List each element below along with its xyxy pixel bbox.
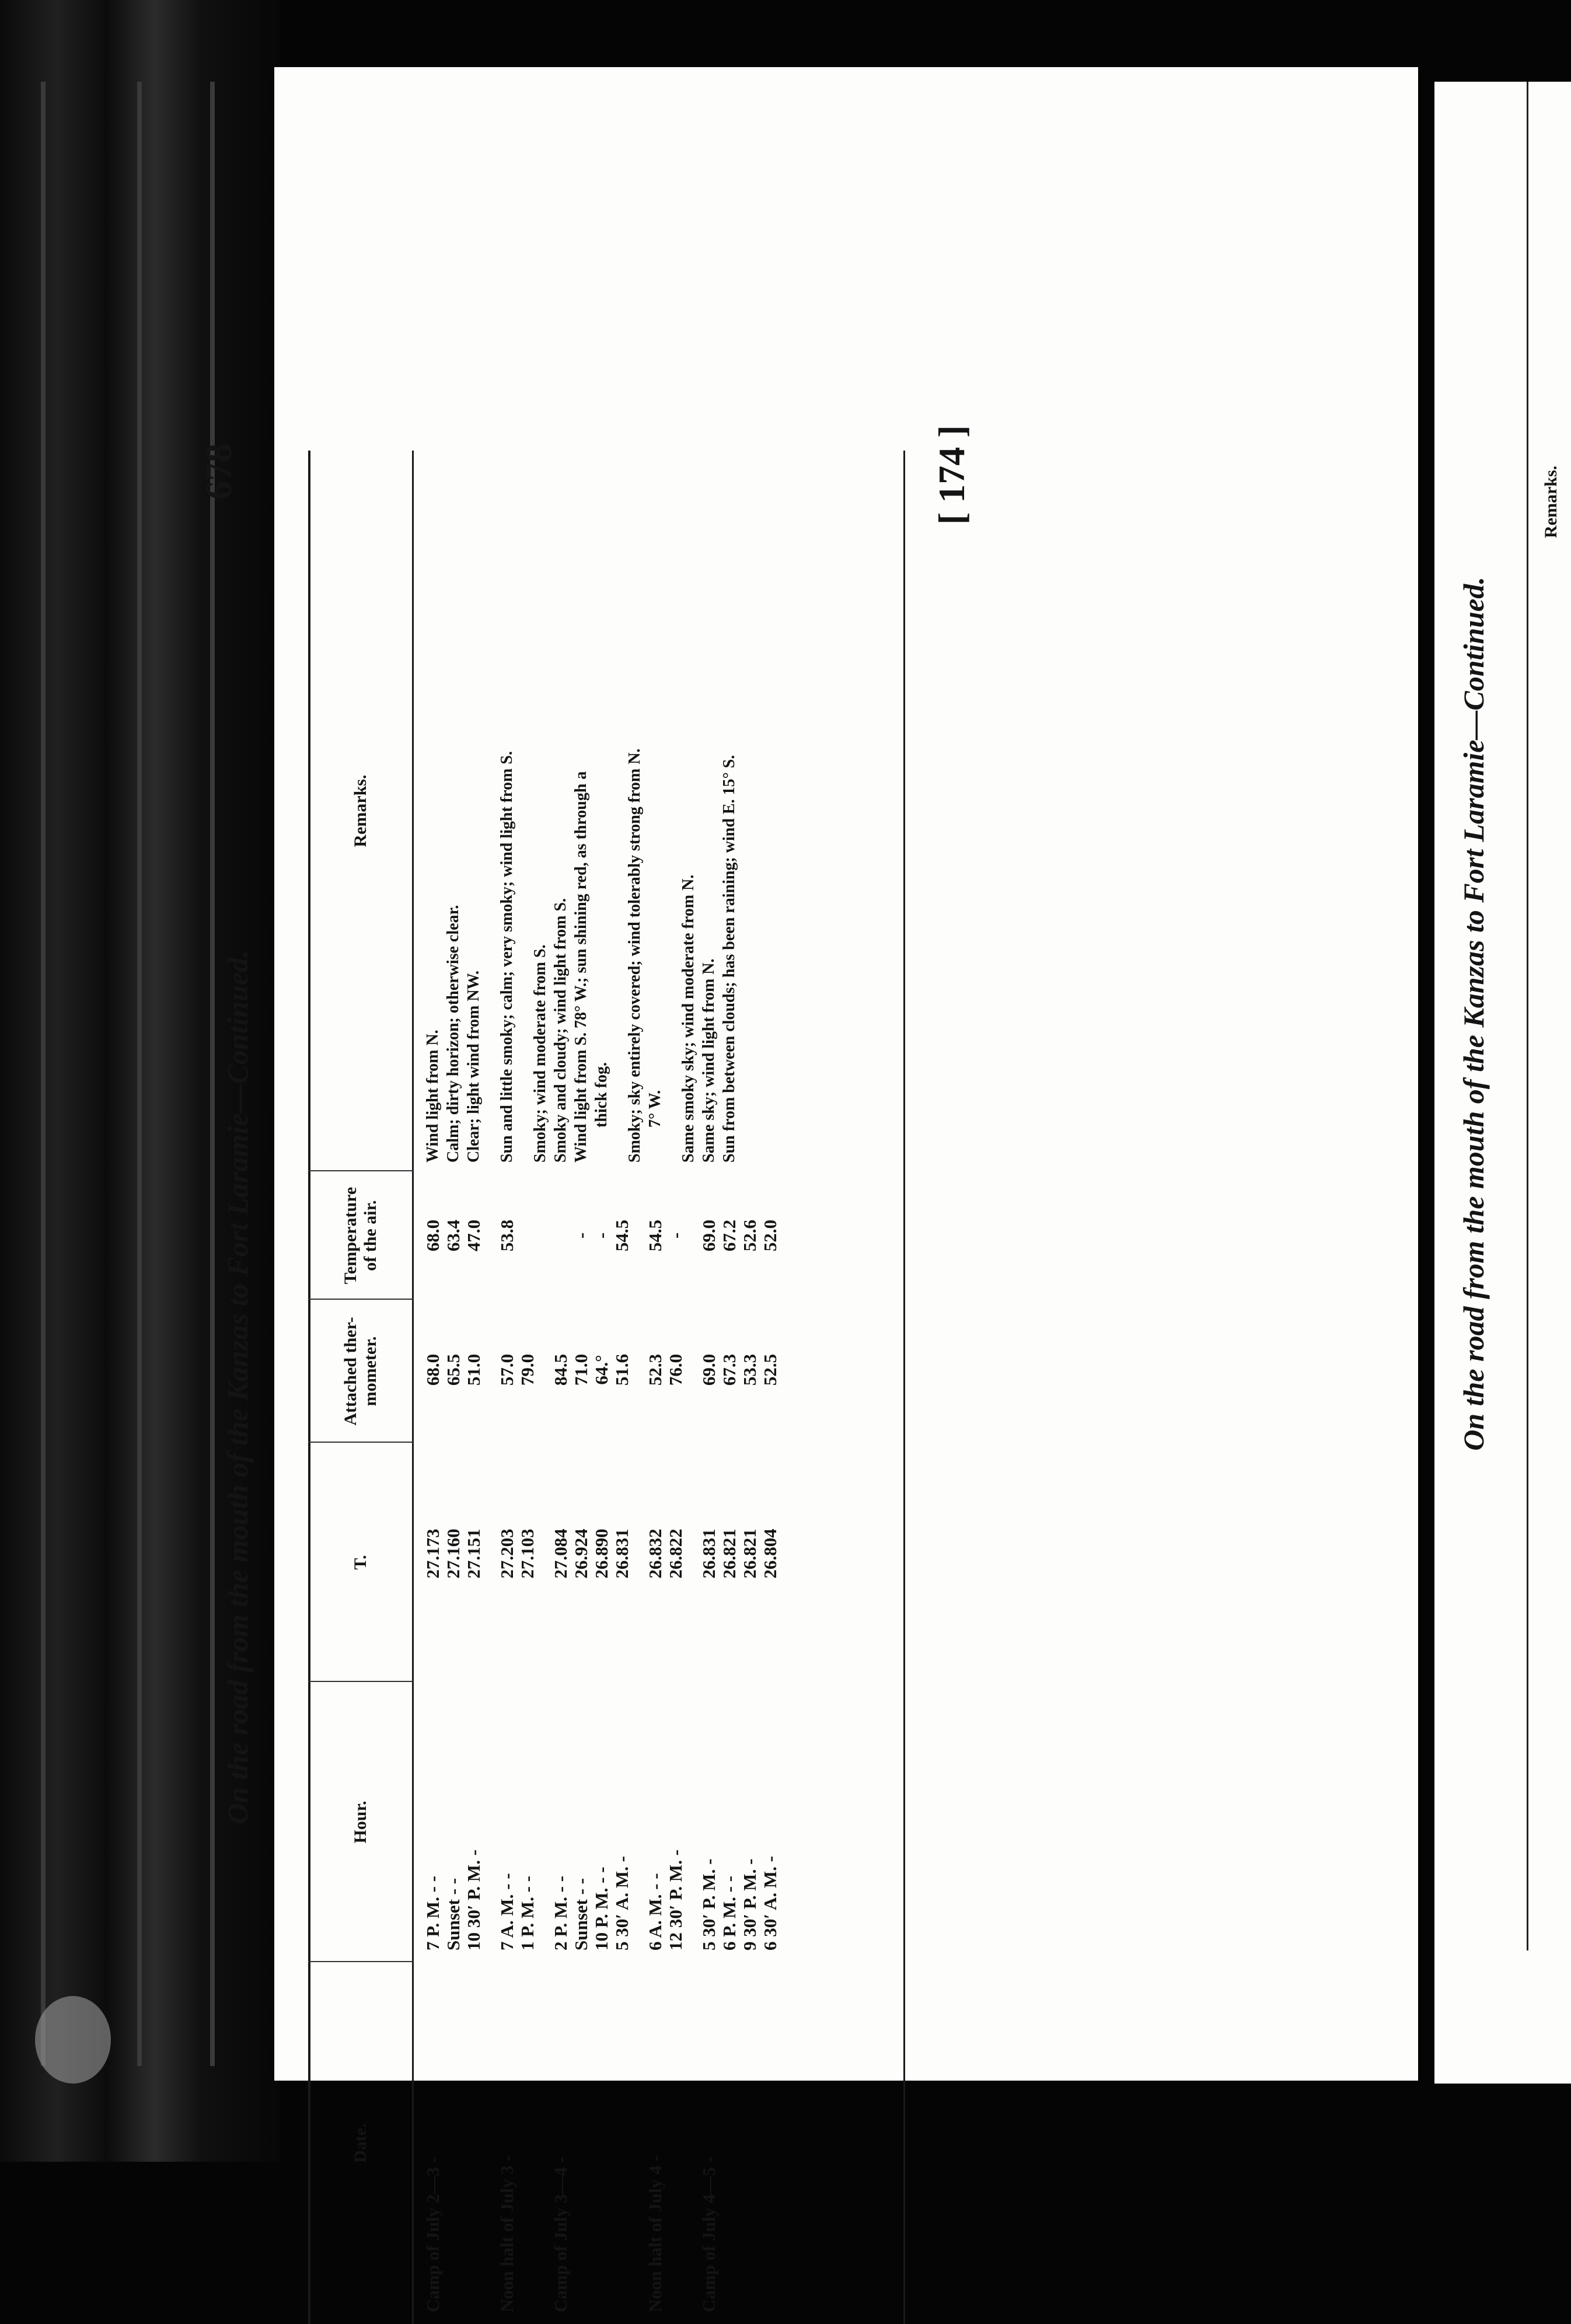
- t-cell: 27.173: [423, 1529, 443, 1579]
- hour-cell: 7 A. M. - -: [497, 1873, 517, 1950]
- date-cell: [571, 1974, 591, 2312]
- temperature-cell: 53.8: [497, 1219, 517, 1252]
- date-cell: [739, 1974, 760, 2312]
- temperature-cell: -: [591, 1232, 612, 1239]
- temperature-cell: 63.4: [443, 1219, 463, 1252]
- document-page: [198, 67, 1418, 2312]
- attached-cell: 52.5: [760, 1353, 780, 1386]
- remarks-cell: Wind light from N.: [424, 1030, 442, 1163]
- t-cell: 26.822: [665, 1529, 686, 1579]
- hour-cell: 9 30′ P. M. -: [739, 1858, 760, 1950]
- header-date: Date.: [351, 2123, 370, 2163]
- attached-cell: 64.°: [591, 1355, 612, 1385]
- attached-cell: 67.3: [719, 1353, 739, 1386]
- date-cell: Noon halt of July 4 -: [645, 2155, 665, 2312]
- t-cell: 26.804: [760, 1529, 780, 1579]
- header-attached-thermometer: Attached ther- mometer.: [341, 1317, 380, 1426]
- temperature-column: [423, 1174, 780, 1297]
- remarks-cell: Smoky; sky entirely covered; wind tolerably strong from N.: [626, 748, 644, 1163]
- attached-cell: 51.0: [463, 1353, 484, 1386]
- hour-cell: 1 P. M. - -: [517, 1876, 537, 1950]
- remarks-cell: Clear; light wind from NW.: [465, 971, 483, 1163]
- date-cell: Camp of July 3—4 -: [550, 2156, 571, 2312]
- attached-cell: 68.0: [423, 1353, 443, 1386]
- temperature-cell: -: [571, 1232, 591, 1239]
- data-table: [308, 451, 1119, 2324]
- next-page-rotated-content: [1434, 82, 1570, 1950]
- date-cell: [591, 1974, 612, 2312]
- date-cell: [612, 1974, 632, 2312]
- temperature-cell: 52.6: [739, 1219, 760, 1252]
- t-cell: 26.831: [612, 1529, 632, 1579]
- header-temperature-air: Temperature of the air.: [341, 1187, 380, 1285]
- attached-cell: 65.5: [443, 1353, 463, 1386]
- t-cell: 27.103: [517, 1529, 537, 1579]
- remarks-cell: Same sky; wind light from N.: [700, 958, 718, 1163]
- t-column: [423, 1437, 780, 1670]
- hour-cell: 10 30′ P. M. -: [463, 1850, 484, 1950]
- hour-cell: 7 P. M. - -: [423, 1876, 443, 1950]
- remarks-cell: Calm; dirty horizon; otherwise clear.: [444, 905, 462, 1163]
- date-cell: [463, 1974, 484, 2312]
- t-cell: 26.821: [739, 1529, 760, 1579]
- temperature-cell: 54.5: [612, 1219, 632, 1252]
- date-cell: Camp of July 2—3 -: [423, 2156, 443, 2312]
- t-cell: 27.084: [550, 1529, 571, 1579]
- t-cell: 26.821: [719, 1529, 739, 1579]
- remarks-cell: Sun and little smoky; calm; very smoky; wind light from S.: [498, 751, 516, 1163]
- hour-cell: 6 P. M. - -: [719, 1876, 739, 1950]
- hour-cell: 12 30′ P. M. -: [665, 1850, 686, 1950]
- t-cell: 26.831: [699, 1529, 719, 1579]
- date-cell: [665, 1974, 686, 2312]
- remarks-cell: Smoky and cloudy; wind light from S.: [551, 898, 570, 1163]
- attached-cell: 76.0: [665, 1353, 686, 1386]
- t-cell: 26.890: [591, 1529, 612, 1579]
- temperature-cell: [550, 1174, 571, 1297]
- t-cell: 26.924: [571, 1529, 591, 1579]
- attached-cell: 69.0: [699, 1353, 719, 1386]
- temperature-cell: 54.5: [645, 1219, 665, 1252]
- page-number-left: [ 174 ]: [931, 425, 972, 525]
- temperature-cell: [517, 1174, 537, 1297]
- temperature-cell: 67.2: [719, 1219, 739, 1252]
- attached-cell: 79.0: [517, 1353, 537, 1386]
- attached-cell: 57.0: [497, 1353, 517, 1386]
- hour-cell: 6 A. M. - -: [645, 1873, 665, 1950]
- page-title: On the road from the mouth of the Kanzas to Fort Laramie—Continued.: [221, 950, 254, 1824]
- attached-cell: 51.6: [612, 1353, 632, 1386]
- t-cell: 27.151: [463, 1529, 484, 1579]
- header-t: T.: [351, 1555, 370, 1570]
- remarks-cell: Sun from between clouds; has been raining; wind E. 15° S.: [720, 755, 738, 1163]
- header-hour: Hour.: [351, 1800, 370, 1844]
- date-cell: Camp of July 4—5 -: [699, 2156, 719, 2312]
- temperature-cell: 47.0: [463, 1219, 484, 1252]
- spine-line: [41, 82, 46, 2066]
- attached-cell: 84.5: [550, 1353, 571, 1386]
- temperature-cell: -: [665, 1232, 686, 1239]
- attached-cell: 71.0: [571, 1353, 591, 1386]
- attached-cell: 53.3: [739, 1353, 760, 1386]
- date-cell: Noon halt of July 3 -: [497, 2155, 517, 2312]
- t-cell: 27.203: [497, 1529, 517, 1579]
- temperature-cell: 69.0: [699, 1219, 719, 1252]
- date-cell: [517, 1974, 537, 2312]
- hour-cell: Sunset - -: [443, 1878, 463, 1950]
- hour-cell: 5 30′ P. M. -: [699, 1858, 719, 1950]
- date-cell: [719, 1974, 739, 2312]
- date-cell: [443, 1974, 463, 2312]
- rotated-page-content: [75, 425, 1038, 2324]
- temperature-cell: 52.0: [760, 1219, 780, 1252]
- remarks-cell: Smoky; wind moderate from S.: [531, 944, 549, 1163]
- hour-cell: 10 P. M. - -: [591, 1866, 612, 1950]
- hour-column: [423, 1705, 780, 1950]
- date-cell: [760, 1974, 780, 2312]
- hour-cell: 5 30′ A. M. -: [612, 1856, 632, 1950]
- hour-cell: 2 P. M. - -: [550, 1876, 571, 1950]
- t-cell: 26.832: [645, 1529, 665, 1579]
- remarks-cell: 7° W.: [646, 1090, 664, 1128]
- next-page-edge: [1434, 82, 1571, 2084]
- table-bottom-rule: [903, 451, 905, 2324]
- remarks-cell: Wind light from S. 78° W.; sun shining red, as through a: [572, 771, 590, 1163]
- attached-cell: 52.3: [645, 1353, 665, 1386]
- hour-cell: Sunset - -: [571, 1878, 591, 1950]
- next-page-title: On the road from the mouth of the Kanzas to Fort Laramie—Continued.: [1457, 577, 1490, 1451]
- date-column: [423, 1974, 780, 2324]
- next-page-remarks-header: Remarks.: [1541, 465, 1560, 538]
- hour-cell: 6 30′ A. M. -: [760, 1856, 780, 1950]
- remarks-cell: thick fog.: [592, 1062, 610, 1128]
- attached-thermometer-column: [423, 1303, 780, 1437]
- header-remarks: Remarks.: [351, 774, 370, 847]
- remarks-cell: Same smoky sky; wind moderate from N.: [679, 874, 697, 1163]
- remarks-column: [423, 462, 739, 1163]
- t-cell: 27.160: [443, 1529, 463, 1579]
- page-number-right: 678: [198, 444, 239, 500]
- temperature-cell: 68.0: [423, 1219, 443, 1252]
- next-page-rule: [1527, 82, 1528, 1950]
